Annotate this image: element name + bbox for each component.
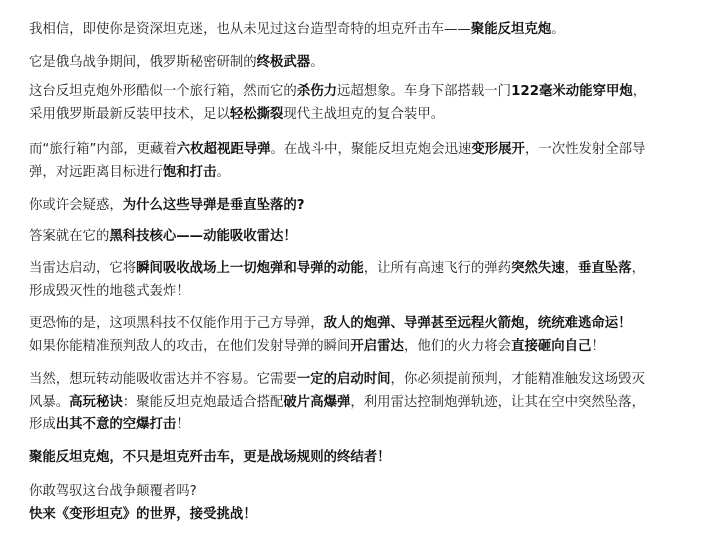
body-text: 而“旅行箱”内部，更藏着 [29, 142, 177, 157]
body-text: 形成毁灭性的地毯式轰炸！ [29, 283, 190, 299]
emphasis-text: 开启雷达 [350, 338, 404, 354]
paragraph [29, 226, 689, 249]
emphasis-text: 杀伤力 [296, 84, 337, 99]
paragraph-line [29, 139, 689, 162]
paragraph-line [29, 226, 689, 249]
emphasis-text: 直接砸向自己 [511, 338, 592, 354]
body-text: 它是俄乌战争期间，俄罗斯秘密研制的 [29, 55, 257, 70]
paragraph [29, 481, 689, 526]
body-text: 。在战斗中，聚能反坦克炮会迅速 [270, 142, 472, 157]
paragraph [29, 139, 689, 184]
body-text: 你或许会疑惑， [29, 198, 123, 213]
paragraph [29, 52, 689, 75]
emphasis-text: 突然失速 [511, 261, 565, 276]
emphasis-text: 轻松撕裂 [229, 106, 284, 122]
paragraph [29, 81, 689, 126]
body-text: 。 [216, 164, 230, 180]
paragraph-line [29, 281, 689, 304]
paragraph-line [29, 19, 689, 42]
paragraph-line [29, 162, 689, 185]
body-text: ！ [176, 417, 190, 432]
paragraph-line [29, 52, 689, 75]
paragraph-line [29, 195, 689, 218]
emphasis-text: 黑科技核心——动能吸收雷达！ [109, 229, 297, 244]
body-text: 答案就在它的 [29, 229, 110, 244]
body-text: ， [564, 261, 579, 276]
paragraph [29, 258, 689, 303]
body-text: 形成 [29, 417, 56, 432]
paragraph-line [29, 504, 689, 527]
paragraph-line [29, 414, 689, 437]
emphasis-text: 瞬间吸收战场上一切炮弹和导弹的动能 [136, 261, 364, 276]
body-text: 当雷达启动，它将 [29, 261, 137, 276]
emphasis-text: 为什么这些导弹是垂直坠落的? [122, 198, 305, 213]
emphasis-text: 垂直坠落 [578, 261, 632, 276]
paragraph-line [29, 392, 689, 415]
emphasis-text: 出其不意的空爆打击 [55, 417, 177, 432]
body-text: 采用俄罗斯最新反装甲技术，足以 [29, 106, 230, 122]
paragraph-line [29, 369, 689, 392]
paragraph [29, 195, 689, 218]
emphasis-text: 高玩秘诀 [69, 394, 123, 410]
body-text: 远超想象。车身下部搭载一门 [336, 84, 512, 99]
paragraph-line [29, 313, 689, 336]
emphasis-text: 六枚超视距导弹 [176, 142, 271, 157]
body-text: 。 [310, 55, 324, 70]
emphasis-text: 快来《变形坦克》的世界，接受挑战！ [29, 506, 257, 522]
body-text: 我相信，即使你是资深坦克迷，也从未见过这台造型奇特的坦克歼击车—— [29, 22, 471, 37]
body-text: 现代主战坦克的复合装甲。 [283, 106, 445, 122]
emphasis-text: 聚能反坦克炮 [470, 22, 552, 37]
emphasis-text: 变形展开 [471, 142, 525, 157]
body-text: ，利用雷达控制炮弹轨迹，让其在空中突然坠落， [350, 394, 645, 410]
body-text: ，他们的火力将会 [403, 338, 512, 354]
body-text: ！ [591, 338, 605, 354]
body-text: 弹，对远距离目标进行 [29, 164, 163, 180]
body-text: ：聚能反坦克炮最适合搭配 [122, 394, 284, 410]
paragraph-line [29, 481, 689, 504]
body-text: ， [631, 261, 645, 276]
body-text: 。 [551, 22, 565, 37]
paragraph-line [29, 104, 689, 127]
paragraph-line [29, 258, 689, 281]
paragraph [29, 447, 689, 470]
paragraph [29, 313, 689, 358]
body-text: 如果你能精准预判敌人的攻击，在他们发射导弹的瞬间 [29, 338, 351, 354]
paragraph [29, 369, 689, 437]
body-text: 这台反坦克炮外形酷似一个旅行箱，然而它的 [29, 84, 297, 99]
body-text: 当然，想玩转动能吸收雷达并不容易。它需要 [29, 372, 297, 387]
body-text: ， [632, 84, 647, 99]
paragraph-line [29, 447, 689, 470]
body-text: 更恐怖的是，这项黑科技不仅能作用于己方导弹， [29, 316, 324, 331]
paragraph [29, 19, 689, 42]
body-text: 风暴。 [29, 394, 70, 410]
emphasis-text: 一定的启动时间 [296, 372, 391, 387]
paragraph-line [29, 81, 689, 104]
paragraph-line [29, 336, 689, 359]
emphasis-text: 破片高爆弹 [283, 394, 351, 410]
emphasis-text: 聚能反坦克炮，不只是坦克歼击车，更是战场规则的终结者！ [29, 450, 391, 465]
body-text: ，一次性发射全部导 [524, 142, 646, 157]
emphasis-text: 终极武器 [256, 55, 311, 70]
body-text: ，让所有高速飞行的弹药 [363, 261, 512, 276]
emphasis-text: 饱和打击 [162, 164, 217, 180]
body-text: ，你必须提前预判，才能精准触发这场毁灭 [390, 372, 645, 387]
emphasis-text: 敌人的炮弹、导弹甚至远程火箭炮，统统难逃命运！ [323, 316, 632, 331]
body-text: 你敢驾驭这台战争颠覆者吗? [29, 484, 197, 499]
emphasis-text: 122毫米动能穿甲炮 [511, 84, 633, 99]
